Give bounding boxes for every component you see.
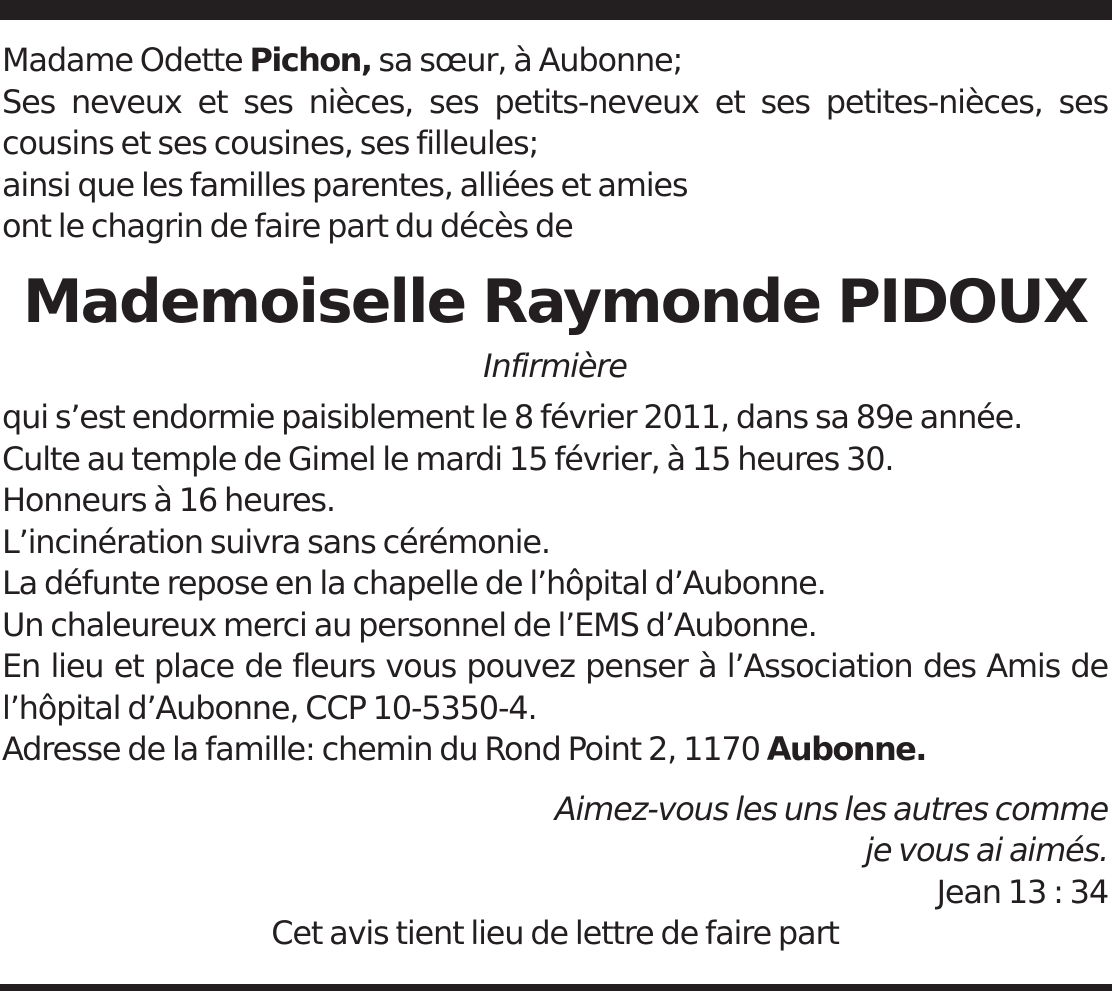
- intro-text: Madame Odette: [2, 41, 250, 79]
- deceased-profession: Infirmière: [483, 346, 627, 385]
- address-text: Adresse de la famille: chemin du Rond Point 2, 1170: [2, 730, 767, 768]
- intro-text: sa sœur, à Aubonne;: [371, 41, 683, 79]
- intro-line-sister: [2, 40, 1108, 82]
- body-line-cremation: L’incinération suivra sans cérémonie.: [2, 522, 550, 561]
- sister-surname: Pichon,: [249, 41, 372, 79]
- quote-reference: Jean 13 : 34: [936, 872, 1108, 911]
- intro-line-families: ainsi que les familles parentes, alliées et amies: [2, 165, 688, 204]
- intro-line-cousins: cousins et ses cousines, ses filleules;: [2, 124, 539, 162]
- bottom-rule: [0, 984, 1112, 991]
- intro-line-nephews: Ses neveux et ses nièces, ses petits-neveux et ses petites-nièces, ses: [2, 82, 1108, 121]
- address-city: Aubonne.: [766, 730, 926, 768]
- body-line-thanks: Un chaleureux merci au personnel de l’EMS d’Aubonne.: [2, 605, 817, 644]
- top-rule: [0, 0, 1112, 20]
- quote-line-2: je vous ai aimés.: [865, 831, 1108, 869]
- body-line-chapel: La défunte repose en la chapelle de l’hôpital d’Aubonne.: [2, 564, 826, 602]
- body-line-service: Culte au temple de Gimel le mardi 15 février, à 15 heures 30.: [2, 439, 894, 478]
- deceased-name: Mademoiselle Raymonde PIDOUX: [22, 266, 1088, 337]
- obituary-notice: [2, 40, 1108, 955]
- body-line-address: [2, 729, 1108, 771]
- body-line-donation: En lieu et place de fleurs vous pouvez penser à l’Association des Amis de: [2, 647, 1108, 685]
- bible-quote: [2, 789, 1108, 914]
- body-line-donation-account: l’hôpital d’Aubonne, CCP 10-5350-4.: [2, 688, 537, 727]
- quote-line-1: Aimez-vous les uns les autres comme: [554, 789, 1108, 828]
- body-line-death: qui s’est endormie paisiblement le 8 février 2011, dans sa 89e année.: [2, 398, 1023, 436]
- intro-line-announcement: ont le chagrin de faire part du décès de: [2, 207, 573, 245]
- footer-note: Cet avis tient lieu de lettre de faire part: [271, 914, 839, 952]
- body-line-honours: Honneurs à 16 heures.: [2, 481, 335, 519]
